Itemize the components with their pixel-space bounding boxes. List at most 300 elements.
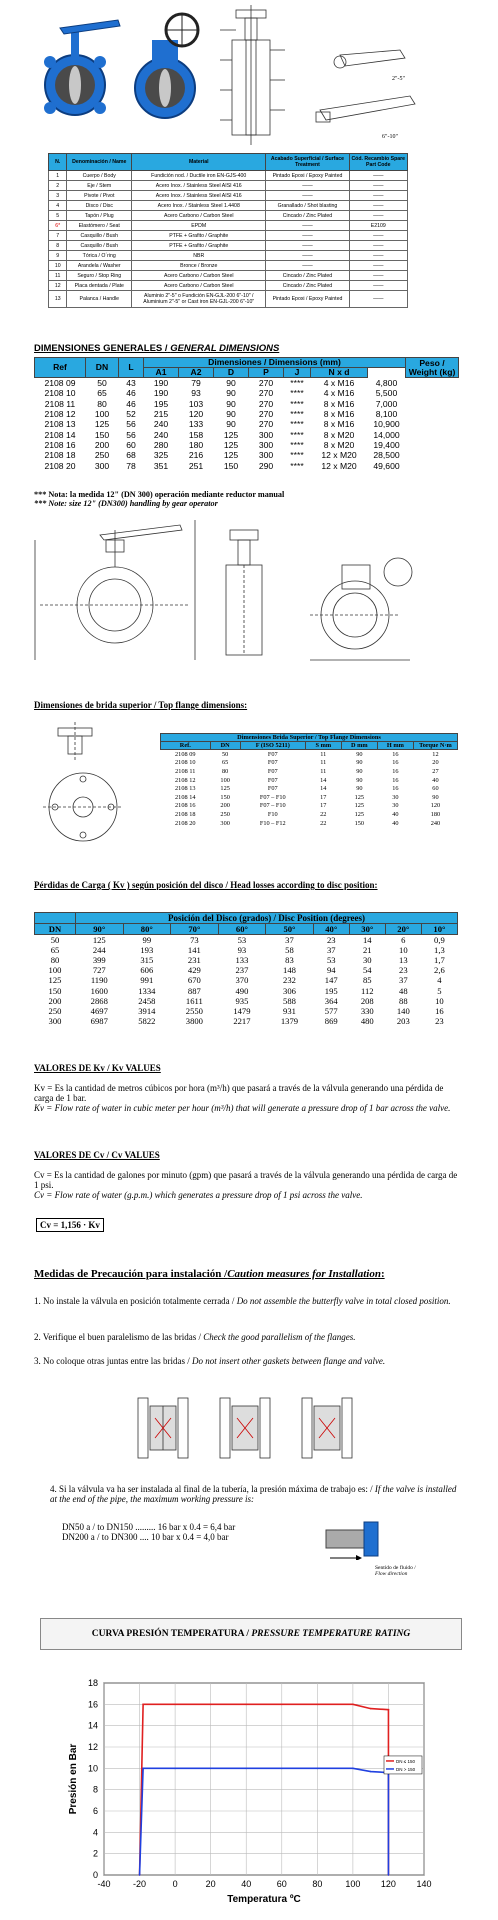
kv-values-text: [34, 1083, 458, 1113]
dims-cell: 180: [188, 439, 204, 450]
dims-cell: 65: [97, 388, 107, 399]
materials-cell: 9: [49, 251, 67, 261]
materials-cell: Eje / Stem: [67, 181, 132, 191]
flange-row: [161, 793, 458, 802]
materials-cell: Bronce / Bronze: [132, 261, 266, 271]
dims-cell: 195: [153, 398, 169, 409]
dims-cell: 100: [94, 409, 110, 420]
kv-header: 30°: [349, 924, 385, 935]
dims-cell: 93: [191, 388, 201, 399]
materials-cell: Disco / Disc: [67, 201, 132, 211]
flange-cell: F10: [267, 810, 278, 818]
dims-cell: 190: [153, 378, 169, 389]
materials-cell: Tapón / Plug: [67, 211, 132, 221]
flange-row: [161, 802, 458, 811]
series-point: [142, 1704, 144, 1706]
dims-cell: 12 x M20: [321, 460, 357, 471]
series-point: [210, 1768, 212, 1770]
y-tick-label: 6: [92, 1806, 98, 1816]
materials-cell: ——: [349, 231, 408, 241]
dims-cell: 52: [126, 409, 136, 420]
materials-cell: ——: [349, 191, 408, 201]
flange-cell: 22: [320, 810, 327, 818]
flange-header: F (ISO 5211): [240, 742, 305, 750]
kv-cell: 727: [92, 965, 106, 976]
dims-cell: 19,400: [373, 439, 400, 450]
flange-cell: 40: [392, 810, 399, 818]
flange-cell: F07 – F10: [259, 793, 286, 801]
series-point: [281, 1704, 283, 1706]
materials-cell: ——: [349, 261, 408, 271]
kv-cell: 203: [396, 1015, 410, 1026]
flange-cell: 60: [432, 785, 439, 793]
flange-cell: 20: [432, 759, 439, 767]
kv-cell: 125: [92, 935, 106, 946]
materials-cell: 5: [49, 211, 67, 221]
y-tick-label: 8: [92, 1784, 98, 1795]
kv-cell: 147: [324, 975, 338, 986]
kv-cell: 50: [50, 935, 60, 946]
x-tick-label: 120: [380, 1879, 396, 1889]
flange-cell: F07 – F10: [259, 802, 286, 810]
kv-cell: 73: [190, 935, 199, 946]
flange-cell: 90: [356, 767, 363, 775]
dims-cell: 90: [226, 398, 236, 409]
kv-cell: 125: [48, 975, 62, 986]
kv-cell: 1334: [138, 985, 156, 996]
y-tick-label: 14: [87, 1720, 98, 1731]
materials-cell: Pintado Epoxi / Epoxy Painted: [266, 171, 349, 181]
materials-cell: ——: [349, 271, 408, 281]
dims-header: DN: [86, 358, 119, 378]
dims-cell: 49,600: [373, 460, 400, 471]
dims-cell: 4 x M16: [323, 388, 355, 399]
flange-cell: 2108 11: [175, 767, 196, 775]
x-tick-label: 40: [241, 1879, 252, 1889]
materials-cell: ——: [266, 221, 349, 231]
flange-cell: 90: [356, 776, 363, 784]
dims-cell: 125: [223, 450, 239, 461]
series-point: [142, 1768, 144, 1770]
cv-formula: Cv = 1,156 · Kv: [36, 1218, 104, 1232]
materials-cell: 10: [49, 261, 67, 271]
dims-cell: 120: [188, 409, 204, 420]
flange-title: Dimensiones de brida superior / Top flange dimensions:: [34, 700, 248, 710]
dims-cell: 300: [258, 429, 274, 440]
kv-cell: 148: [283, 965, 296, 976]
valve-gear-photo: [135, 14, 198, 118]
materials-cell: Pintado Epoxi / Epoxy Painted: [266, 291, 349, 308]
flange-cell: 12: [432, 750, 439, 758]
flange-cell: 80: [222, 767, 229, 775]
dims-cell: 14,000: [373, 429, 400, 440]
y-tick-label: 2: [92, 1848, 98, 1859]
materials-cell: 13: [49, 291, 67, 308]
materials-cell: Aluminio 2"-5" o Fundición EN-GJL-200 6"-10" / Aluminium 2"-5" or Cast iron EN-GJL-200 6"-10": [132, 291, 266, 308]
dims-cell: 240: [153, 429, 169, 440]
kv-cell: 869: [324, 1015, 338, 1026]
kv-table: [34, 912, 458, 1026]
dims-cell: 2108 16: [44, 439, 76, 450]
end-of-pipe-drawing: [320, 1518, 400, 1560]
flange-cell: 40: [432, 776, 439, 784]
dims-cell: ****: [290, 409, 304, 420]
kv-cell: 10: [435, 995, 444, 1006]
kv-cell: 2217: [233, 1015, 251, 1026]
kv-cell: 48: [399, 985, 408, 996]
kv-cell: 1611: [185, 995, 203, 1006]
installation-diagrams: [130, 1388, 380, 1468]
dims-cell: 46: [126, 398, 136, 409]
kv-header: 50°: [266, 924, 314, 935]
flange-cell: 125: [220, 785, 230, 793]
kv-cell: 606: [140, 965, 154, 976]
materials-cell: Acero Carbono / Carbon Steel: [132, 271, 266, 281]
dims-row: [35, 429, 459, 439]
kv-header: 90°: [76, 924, 124, 935]
flange-cell: F07: [267, 785, 278, 793]
dims-row: [35, 409, 459, 419]
kv-header: 40°: [313, 924, 349, 935]
dims-cell: 43: [126, 378, 136, 389]
dims-row: [35, 378, 459, 389]
dims-header: J: [284, 368, 311, 378]
kv-cell: 2868: [90, 995, 108, 1006]
kv-cell: 1479: [233, 1005, 251, 1016]
dims-header: A2: [179, 368, 214, 378]
flange-header: Torque N·m: [413, 742, 457, 750]
dims-cell: 133: [188, 419, 204, 430]
flange-cell: 200: [220, 802, 230, 810]
materials-cell: ——: [349, 251, 408, 261]
flange-cell: 30: [392, 793, 399, 801]
dims-cell: 280: [153, 439, 169, 450]
series-point: [352, 1704, 354, 1706]
flange-cell: 17: [320, 802, 327, 810]
flange-cell: 300: [220, 819, 230, 827]
dims-cell: 270: [258, 398, 274, 409]
materials-cell: Tórica / O´ring: [67, 251, 132, 261]
dims-cell: ****: [290, 378, 304, 389]
series-point: [210, 1704, 212, 1706]
kv-cell: 670: [187, 975, 201, 986]
kv-row: [35, 1006, 458, 1016]
materials-row: [49, 281, 408, 291]
kv-cell: 112: [360, 985, 374, 996]
flange-cell: 17: [320, 793, 327, 801]
kv-cell: 935: [235, 995, 249, 1006]
dims-row: [35, 419, 459, 429]
kv-cell: 991: [140, 975, 154, 986]
kv-cell: 6: [401, 935, 406, 946]
y-tick-label: 0: [92, 1870, 98, 1880]
kv-header: 20°: [385, 924, 421, 935]
kv-row: [35, 945, 458, 955]
materials-header: Denominación / Name: [67, 154, 132, 171]
materials-row: [49, 211, 408, 221]
kv-cell: 370: [235, 975, 249, 986]
kv-cell: 37: [399, 975, 408, 986]
materials-cell: ——: [349, 211, 408, 221]
flange-cell: 150: [220, 793, 230, 801]
flange-cell: 90: [356, 750, 363, 758]
dims-cell: 56: [126, 419, 136, 430]
dims-cell: 2108 12: [44, 409, 76, 420]
kv-cell: 94: [326, 965, 336, 976]
dims-cell: 78: [126, 460, 136, 471]
dims-header: Peso / Weight (kg): [406, 358, 459, 378]
kv-cell: 490: [235, 985, 249, 996]
materials-cell: Granallado / Shot blasting: [266, 201, 349, 211]
kv-cell: 232: [283, 975, 296, 986]
legend-label: DN ≤ 150: [396, 1758, 415, 1764]
flange-cell: 16: [392, 785, 399, 793]
kv-cell: 1600: [90, 985, 108, 996]
flange-cell: 11: [320, 750, 327, 758]
series-point: [139, 1874, 141, 1876]
kv-cell: 1379: [280, 1015, 299, 1026]
dims-cell: 4,800: [375, 377, 398, 388]
materials-cell: 2: [49, 181, 67, 191]
kv-cell: 429: [187, 965, 201, 976]
materials-cell: Acero Carbono / Carbon Steel: [132, 281, 266, 291]
flange-cell: F07: [267, 750, 278, 758]
materials-row: [49, 261, 408, 271]
kv-cell: 100: [48, 965, 62, 976]
kv-cell: 244: [92, 945, 106, 956]
kv-cell: 23: [326, 935, 336, 946]
dims-cell: 2108 13: [44, 419, 76, 430]
dims-cell: 300: [94, 460, 110, 471]
dims-cell: 190: [153, 388, 169, 399]
flange-cell: 16: [392, 759, 399, 767]
series-point: [317, 1704, 319, 1706]
flange-cell: 65: [222, 759, 229, 767]
dims-cell: 158: [188, 429, 204, 440]
dims-cell: 270: [258, 388, 274, 399]
materials-row: [49, 191, 408, 201]
series-point: [388, 1874, 390, 1876]
x-tick-label: 20: [205, 1879, 216, 1889]
dims-cell: 251: [188, 460, 204, 471]
materials-header: Cód. Recambio Spare Part Code: [349, 154, 408, 171]
dims-note: [34, 490, 284, 508]
dims-cell: 150: [94, 429, 110, 440]
kv-cell: 30: [362, 955, 372, 966]
flange-cell: 16: [392, 750, 399, 758]
materials-cell: ——: [349, 171, 408, 181]
kv-cell: 1190: [90, 975, 108, 986]
flange-cell: 240: [430, 819, 441, 827]
kv-cell: 10: [399, 945, 408, 956]
dims-header: A1: [144, 368, 179, 378]
dims-note-en: *** Note: size 12" (DN300) handling by gear operator: [34, 499, 218, 508]
dims-cell: 300: [258, 450, 274, 461]
dims-cell: 125: [94, 419, 110, 430]
kv-row: [35, 975, 458, 985]
kv-cell: 364: [324, 995, 338, 1006]
materials-cell: Fundición nod. / Ductile iron EN-GJS-400: [132, 171, 266, 181]
flange-cell: 2108 14: [175, 793, 196, 801]
materials-cell: ——: [266, 261, 349, 271]
materials-cell: 7: [49, 231, 67, 241]
dims-cell: 8 x M20: [323, 439, 355, 450]
dims-cell: 125: [223, 439, 239, 450]
flange-header: DN: [210, 742, 240, 750]
flange-row: [161, 750, 458, 759]
plot-area: [104, 1683, 424, 1875]
flange-cell: 125: [354, 793, 365, 801]
kv-cell: 133: [235, 955, 249, 966]
flange-header: S mm: [305, 742, 341, 750]
dims-cell: 8 x M20: [323, 429, 355, 440]
dims-cell: 270: [258, 378, 274, 389]
dims-cell: 103: [188, 398, 204, 409]
dims-cell: ****: [290, 419, 304, 430]
flange-cell: 120: [430, 802, 441, 810]
flange-cell: 14: [320, 776, 327, 784]
flange-table: [160, 733, 458, 827]
flange-cell: 30: [392, 802, 399, 810]
flange-header: H mm: [377, 742, 413, 750]
dims-cell: 300: [258, 439, 274, 450]
flange-cell: 90: [432, 793, 439, 801]
kv-cell: 54: [362, 965, 372, 976]
materials-row: [49, 201, 408, 211]
materials-cell: Palanca / Handle: [67, 291, 132, 308]
flange-cell: F10 – F12: [259, 819, 286, 827]
dims-row: [35, 388, 459, 398]
curve-title-es: CURVA PRESIÓN TEMPERATURA /: [91, 1629, 249, 1639]
cv-values-title: VALORES DE Cv / Cv VALUES: [34, 1150, 160, 1160]
dims-cell: 2108 09: [44, 378, 76, 389]
kv-cell: 2550: [185, 1005, 203, 1016]
series-point: [174, 1704, 176, 1706]
dims-cell: 7,000: [375, 398, 398, 409]
dims-cell: 8 x M16: [323, 398, 355, 409]
dims-cell: 200: [94, 439, 110, 450]
kv-cell: 1,3: [434, 945, 445, 956]
general-dims-table: [34, 357, 459, 471]
kv-cell: 3914: [138, 1005, 156, 1016]
caution-item-1: 1. No instale la válvula en posición totalmente cerrada / Do not assemble the butterfly valve in total closed position.: [34, 1296, 451, 1306]
dims-cell: ****: [290, 439, 304, 450]
dims-header: N x d: [311, 368, 368, 378]
flow-direction-label: Sentido de fluido / Flow direction: [375, 1565, 416, 1577]
flange-row: [161, 810, 458, 819]
kv-cell: 315: [140, 955, 154, 966]
materials-cell: PTFE + Grafito / Graphite: [132, 231, 266, 241]
kv-cell: 141: [187, 945, 201, 956]
kv-header: 80°: [123, 924, 171, 935]
materials-cell: Pivote / Pivot: [67, 191, 132, 201]
materials-cell: 12: [49, 281, 67, 291]
series-point: [370, 1771, 372, 1773]
flange-drawing: [38, 722, 148, 852]
flange-cell: 27: [432, 767, 439, 775]
materials-cell: Elastómero / Seat: [67, 221, 132, 231]
dims-cell: ****: [290, 460, 304, 471]
lever-drawings: [316, 50, 415, 122]
materials-cell: 6*: [49, 221, 67, 231]
cv-text-en: Cv = Flow rate of water (g.p.m.) which generates a pressure drop of 1 psi across the valve.: [34, 1190, 363, 1200]
x-tick-label: -40: [97, 1879, 111, 1889]
dims-cell: 10,900: [373, 419, 400, 430]
series-point: [174, 1768, 176, 1770]
materials-header: Acabado Superficial / Surface Treatment: [266, 154, 349, 171]
series-point: [281, 1768, 283, 1770]
flange-cell: 14: [320, 785, 327, 793]
dims-cell: 46: [126, 388, 136, 399]
dims-cell: 8 x M16: [323, 419, 355, 430]
flange-cell: 2108 18: [175, 810, 196, 818]
series-point: [245, 1768, 247, 1770]
dims-cell: 90: [226, 419, 236, 430]
dims-cell: 90: [226, 378, 236, 389]
x-tick-label: 100: [345, 1879, 361, 1889]
materials-table: [48, 153, 408, 308]
kv-cell: 14: [362, 935, 372, 946]
x-axis-label: Temperatura ºC: [227, 1894, 301, 1905]
x-tick-label: 0: [172, 1879, 178, 1889]
kv-cell: 306: [283, 985, 296, 996]
kv-cell: 330: [360, 1005, 374, 1016]
kv-cell: 300: [48, 1015, 62, 1026]
kv-header: 70°: [171, 924, 219, 935]
flange-cell: 16: [392, 776, 399, 784]
flange-cell: 11: [320, 767, 327, 775]
dims-row: [35, 440, 459, 450]
kv-cell: 5822: [138, 1015, 156, 1026]
dims-cell: ****: [290, 398, 304, 409]
kv-cell: 480: [360, 1015, 374, 1026]
series-point: [245, 1704, 247, 1706]
general-dims-title: DIMENSIONES GENERALES / GENERAL DIMENSIONS: [34, 343, 280, 354]
flange-cell: 40: [392, 819, 399, 827]
y-tick-label: 4: [92, 1827, 98, 1838]
dims-cell: 240: [153, 419, 169, 430]
kv-cell: 237: [235, 965, 249, 976]
materials-row: [49, 171, 408, 181]
dims-cell: 8 x M16: [323, 409, 355, 420]
flange-cell: 180: [430, 810, 441, 818]
dims-cell: 270: [258, 409, 274, 420]
kv-cell: 37: [285, 935, 294, 946]
materials-header: N.: [49, 154, 67, 171]
kv-row: [35, 935, 458, 946]
materials-cell: 8: [49, 241, 67, 251]
kv-cell: 250: [48, 1005, 62, 1016]
dims-cell: 216: [188, 450, 204, 461]
dims-row: [35, 460, 459, 470]
kv-cell: 99: [142, 935, 152, 946]
materials-cell: 1: [49, 171, 67, 181]
materials-row: [49, 241, 408, 251]
cv-text-es: Cv = Es la cantidad de galones por minuto (gpm) que pasará a través de la válvula generando una pérdida de carga de 1 psi.: [34, 1170, 458, 1190]
kv-row: [35, 985, 458, 995]
kv-cell: 399: [92, 955, 106, 966]
dims-cell: 60: [126, 439, 136, 450]
materials-row: [49, 221, 408, 231]
x-tick-label: -20: [133, 1879, 147, 1889]
dims-cell: 2108 14: [44, 429, 76, 440]
flange-cell: 2108 12: [175, 776, 196, 784]
kv-cell: 140: [396, 1005, 410, 1016]
flange-cell: 150: [354, 819, 365, 827]
flange-header: D mm: [341, 742, 377, 750]
kv-cell: 4: [437, 975, 442, 986]
materials-cell: E2109: [349, 221, 408, 231]
